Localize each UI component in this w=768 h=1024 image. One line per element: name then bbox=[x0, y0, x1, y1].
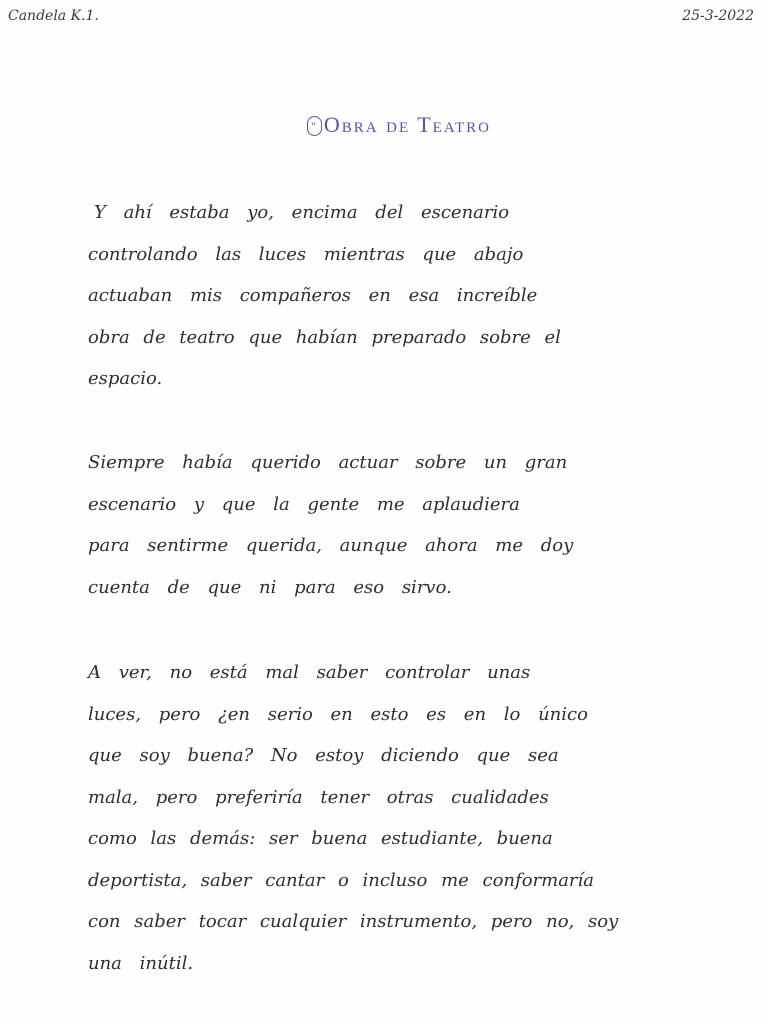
text-line: cuenta de que ni para eso sirvo. bbox=[88, 576, 452, 598]
text-line: mala, pero preferiría tener otras cualidades bbox=[88, 786, 549, 808]
text-line: Siempre había querido actuar sobre un gran bbox=[88, 452, 568, 473]
text-line: para sentirme querida, aunque ahora me doy bbox=[88, 535, 574, 556]
text-line: espacio. bbox=[88, 368, 163, 389]
author-name: Candela K.1. bbox=[8, 8, 99, 24]
text-line: escenario y que la gente me aplaudiera bbox=[88, 493, 520, 515]
text-line: una inútil. bbox=[88, 952, 194, 974]
text-line: con saber tocar cualquier instrumento, pero no, soy bbox=[88, 911, 619, 932]
title-text: Obra de Teatro bbox=[323, 112, 491, 137]
paragraph-3 bbox=[88, 652, 688, 984]
page-title bbox=[0, 112, 768, 138]
text-line: obra de teatro que habían preparado sobre el bbox=[88, 326, 561, 348]
paragraph-2 bbox=[88, 442, 688, 608]
text-line: A ver, no está mal saber controlar unas bbox=[88, 662, 531, 683]
date: 25-3-2022 bbox=[682, 8, 754, 24]
text-line: luces, pero ¿en serio en esto es en lo único bbox=[88, 703, 588, 725]
text-line: Y ahí estaba yo, encima del escenario bbox=[94, 202, 510, 223]
paragraph-1 bbox=[88, 192, 688, 400]
text-line: que soy buena? No estoy diciendo que sea bbox=[88, 745, 559, 766]
text-line: controlando las luces mientras que abajo bbox=[88, 243, 524, 265]
text-line: actuaban mis compañeros en esa increíble bbox=[88, 285, 538, 306]
text-line: como las demás: ser buena estudiante, buena bbox=[88, 828, 553, 849]
text-line: deportista, saber cantar o incluso me conformaría bbox=[88, 869, 595, 891]
quote-mark-icon: " bbox=[307, 116, 322, 136]
